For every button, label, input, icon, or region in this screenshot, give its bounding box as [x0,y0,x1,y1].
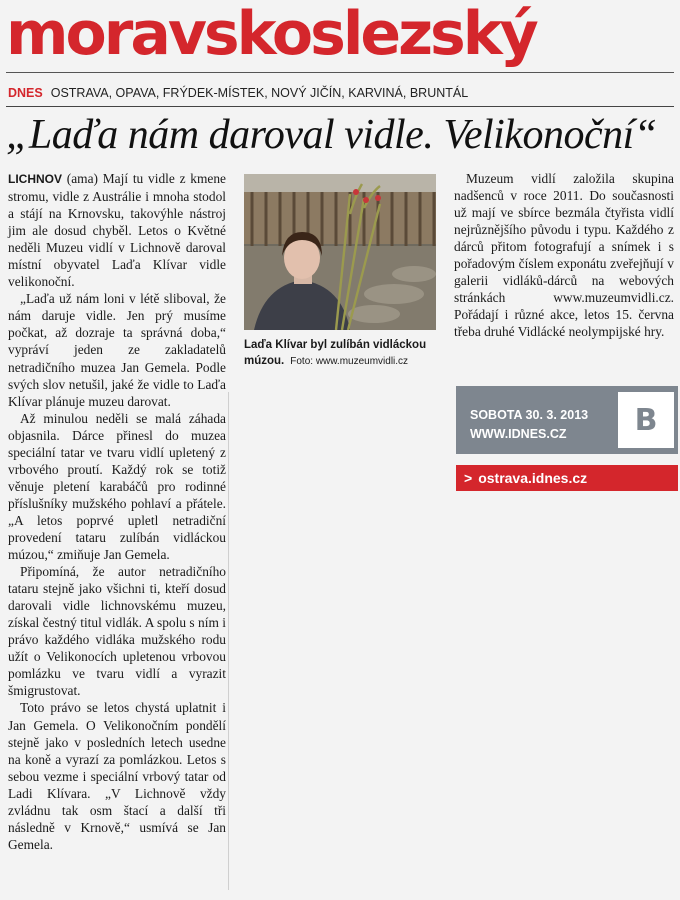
photo-caption [244,337,442,370]
regional-url-banner[interactable] [456,465,678,491]
article-photo [244,174,436,330]
issue-date: SOBOTA 30. 3. 2013 [470,408,589,422]
edition-cities: OSTRAVA, OPAVA, FRÝDEK-MÍSTEK, NOVÝ JIČÍN, KARVINÁ, BRUNTÁL [50,86,469,100]
masthead: moravskoslezský [6,0,536,69]
paragraph-text: (ama) Mají tu vidle z kmene stromu, vidle z Austrálie i mnoha stodol a stájí na Krnovsku, takovýhle nástroj jim ale dosud chyběl. Letos o Květné neděli Muzeu vidlí v Lichnově daroval místní obyvatel Laďa Klívar vidle velikonoční. [8,171,226,290]
date-info [470,406,588,444]
article-column-1 [8,170,226,853]
chevron-right-icon: > [464,470,473,486]
article-paragraph: Až minulou neděli se malá záhada objasnila. Dárce přinesl do muzea speciální tatar ve tvaru vidlí upletený z vrbového proutí. Každý rok se totiž věnuje pletení karabáčů pro rodinné příslušníky mužského pohlaví a přátele. „A letos poprvé upletl netradiční provedení tataru zulíbán vidláckou múzou,“ zmiňuje Jan Gemela. [8,410,226,563]
article-paragraph [8,170,226,290]
headline: „Laďa nám daroval vidle. Velikonoční“ [6,112,657,158]
article-column-3: Muzeum vidlí založila skupina nadšenců v roce 2011. Do současnosti už mají ve sbírce bezmála čtyřista vidlí nejrůznějšího původu i typu. Každého z dárců přitom fotografují a snímek i s pořadovým číslem exponátu zveřejňují v galerii vidláků-dárců na webových stránkách www.muzeumvidli.cz. Pořádají i různé akce, letos 15. června třeba druhé Vidlácké neolympijské hry. [454,171,674,340]
article-paragraph: „Laďa už nám loni v létě sliboval, že nám daruje vidle. Jen prý musíme počkat, až dozraje ta správná doba,“ vypráví jeden ze zakladatelů netradičního muzea Jan Gemela. Podle svých slov netušil, jaké že vidle to Laďa Klívar plánuje muzeu darovat. [8,291,226,409]
website-label: WWW.IDNES.CZ [470,427,567,441]
date-box [456,386,678,454]
headline-rule [6,106,674,107]
article-paragraph: Připomíná, že autor netradičního tataru stejně jako všichni ti, kteří dosud darovali vidle lichnovskému muzeu, získal čestný titul vidlák. A spolu s ním i právo každého vidláka mužského rodu užít o Velikonocích upletenou vrbovou pomlázku ve tvaru vidlí a vyrazit šmigrustovat. [8,564,226,699]
edition-line [8,86,468,100]
section-letter: B [618,392,674,448]
caption-text: Laďa Klívar byl zulíbán vidláckou múzou. [244,339,427,367]
regional-url[interactable]: ostrava.idnes.cz [478,470,588,486]
dateline: LICHNOV [8,172,62,186]
edition-brand: DNES [8,86,43,100]
masthead-rule [6,72,674,73]
photo-credit: Foto: www.muzeumvidli.cz [290,356,409,367]
photo-illustration [244,174,436,330]
article-paragraph: Toto právo se letos chystá uplatnit i Jan Gemela. O Velikonočním pondělí stejně jako v posledních letech usedne na koně a vyrazí za pomlázkou. Letos s sebou vezme i speciální vrbový tatar od Ladi Klívara. „V Lichnově vždy zvládnu tak osm štací a další tři následně v Krnově,“ usmívá se Jan Gemela. [8,700,226,852]
column-divider [228,392,229,890]
